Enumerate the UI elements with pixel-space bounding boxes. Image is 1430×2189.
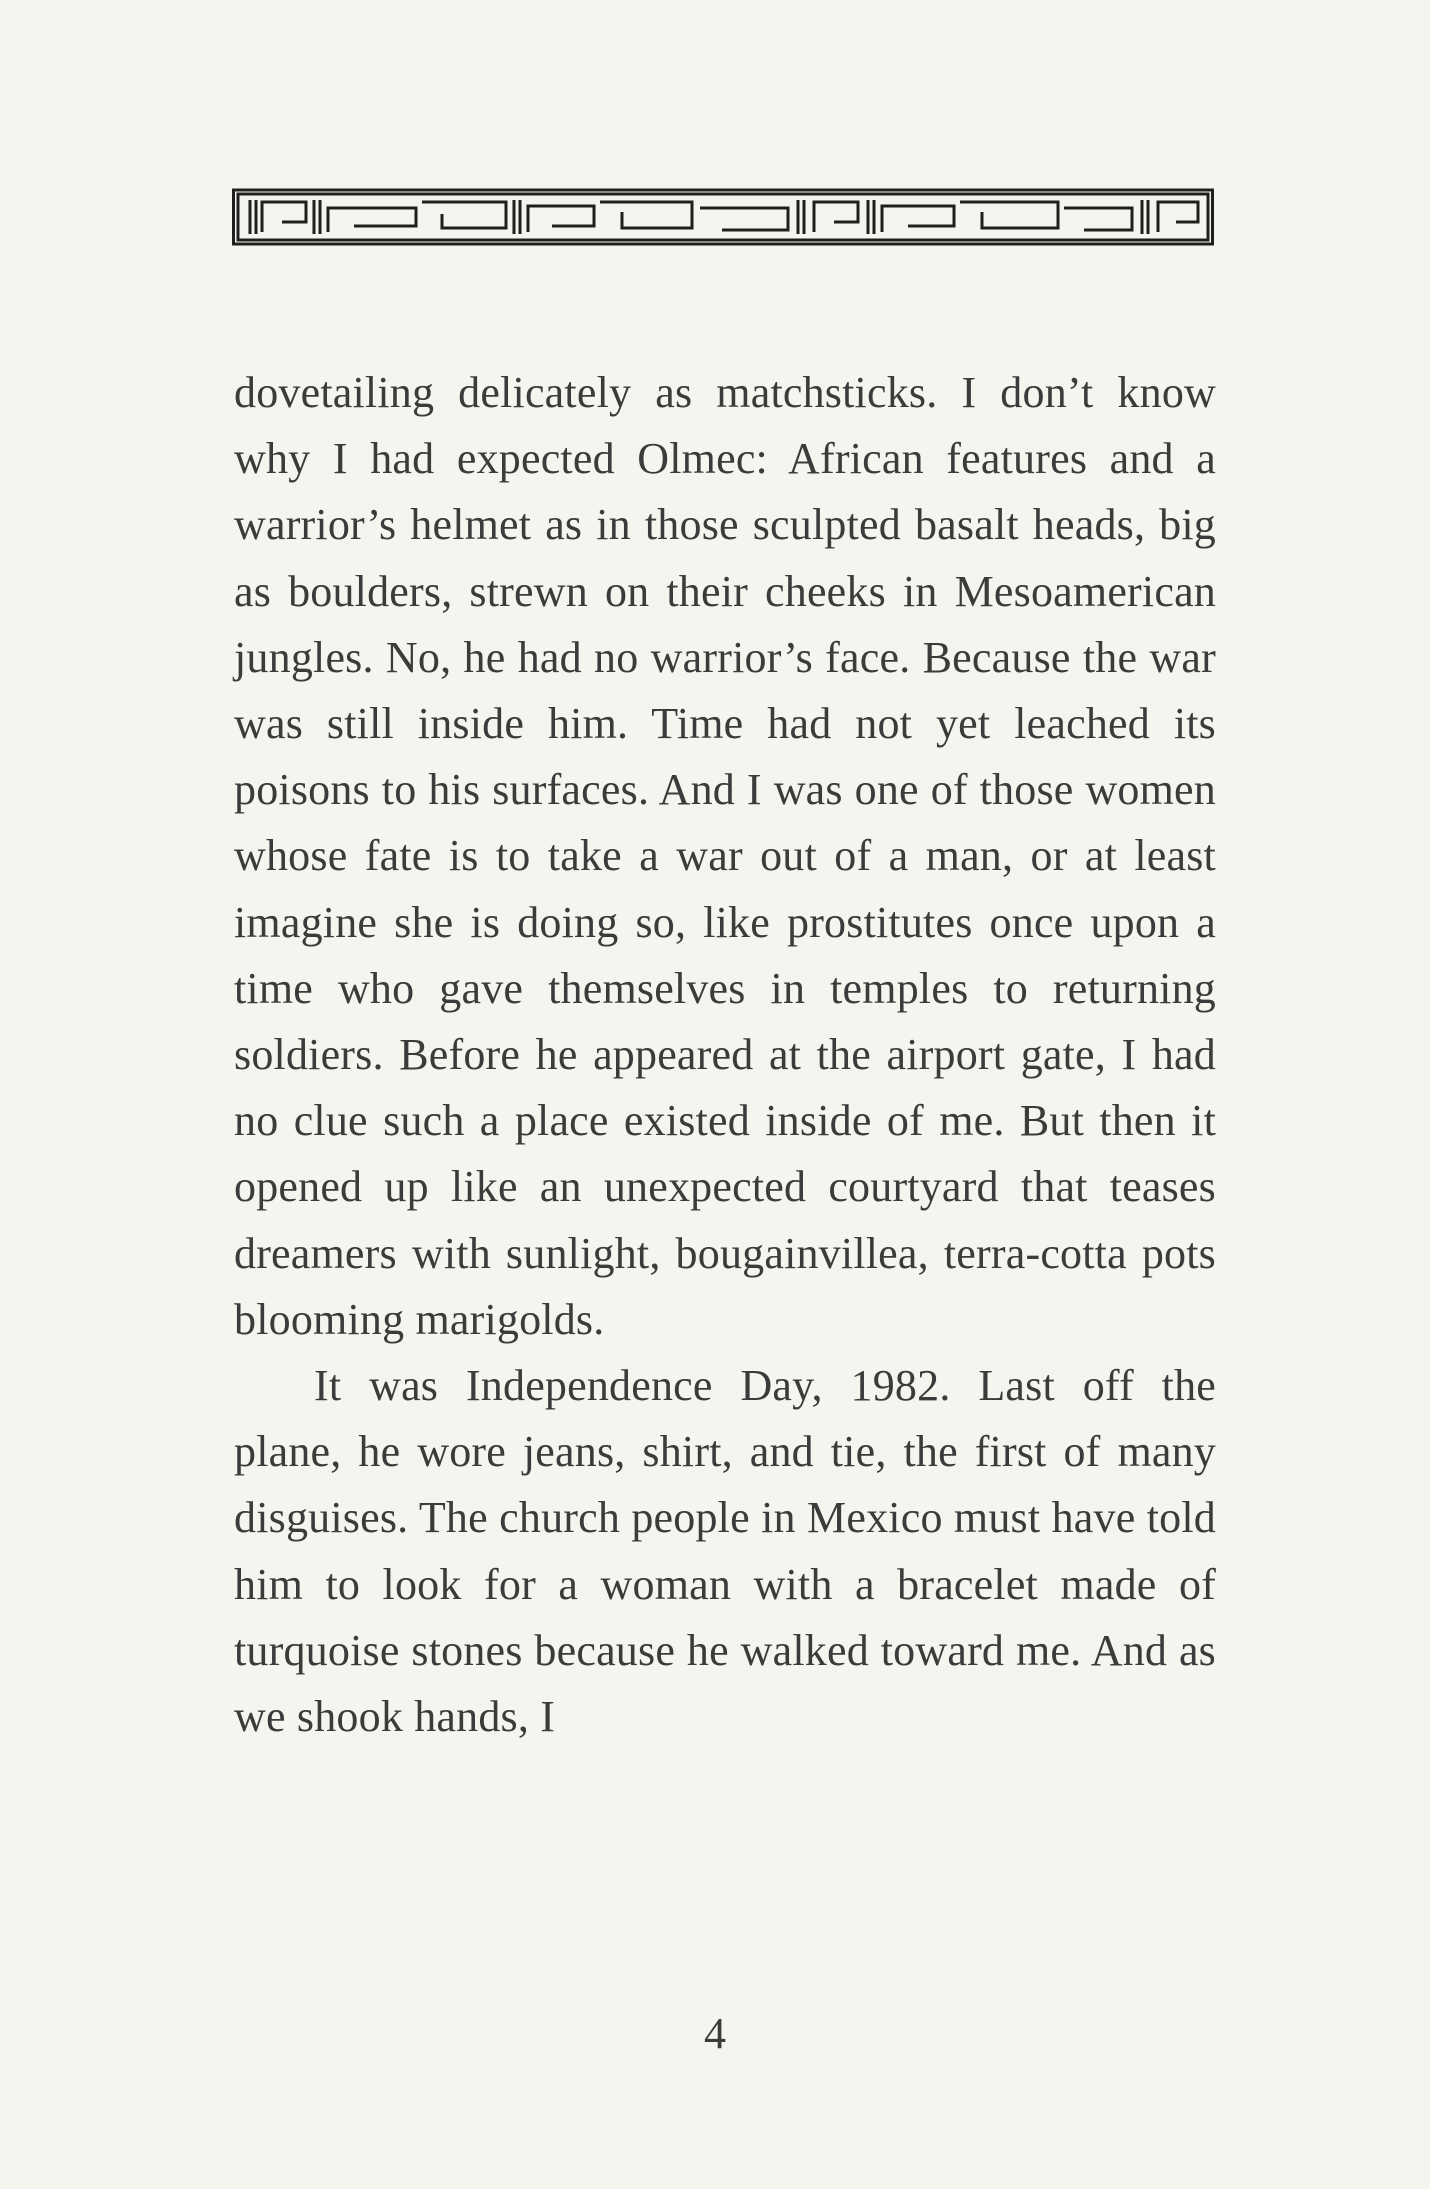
body-text [234,360,1216,1750]
page-number: 4 [704,2009,726,2058]
paragraph-2: It was Independence Day, 1982. Last off the plane, he wore jeans, shirt, and tie, the first of many disguises. The church people in Mexico must have told him to look for a woman with a bracelet made of turquoise stones because he walked toward me. And as we shook hands, I [234,1361,1216,1742]
greek-key-ornament-graphic [232,188,1214,246]
greek-key-ornament-icon [232,188,1214,246]
paragraph-1: dovetailing delicately as matchsticks. I don’t know why I had expected Olmec: African features and a warrior’s helmet as in those sculpted basalt heads, big as boulders, strewn on their cheeks in Mesoamerican jungles. No, he had no warrior’s face. Because the war was still inside him. Time had not yet leached its poisons to his surfaces. And I was one of those women whose fate is to take a war out of a man, or at least imagine she is doing so, like prostitutes once upon a time who gave themselves in temples to returning soldiers. Before he appeared at the airport gate, I had no clue such a place existed inside of me. But then it opened up like an unexpected courtyard that teases dreamers with sunlight, bougainvillea, terra-cotta pots blooming marigolds. [234,368,1216,1344]
